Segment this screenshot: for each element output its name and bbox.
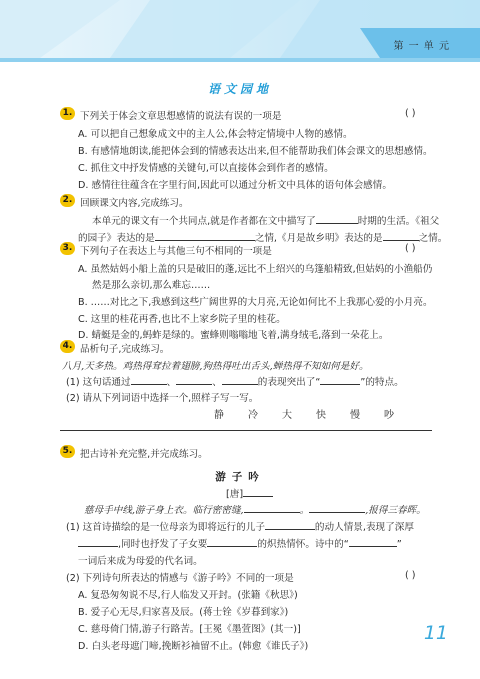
question-5-option-d: D. 白头老母遮门啼,挽断衫袖留不止。(韩愈《谁氏子》) xyxy=(78,641,309,652)
poem-body xyxy=(84,502,426,516)
question-2-stem: 回顾课文内容,完成练习。 xyxy=(80,198,189,209)
question-1-stem: 下列关于体会文章思想感情的说法有误的一项是 xyxy=(80,111,282,122)
question-2-blank-1[interactable] xyxy=(316,214,358,224)
question-5-blank-3[interactable] xyxy=(207,537,257,547)
question-4-blank-4[interactable] xyxy=(320,375,360,385)
poem-line-a: 慈母手中线,游子身上衣。临行密密缝, xyxy=(84,505,244,516)
question-5-sub-2: (2) 下列诗句所表达的情感与《游子吟》不同的一项是 xyxy=(66,573,294,584)
question-1-number: 1. xyxy=(60,107,75,120)
question-3-option-d: D. 蜻蜓是金的,蚂蚱是绿的。蜜蜂则嗡嗡地飞着,满身绒毛,落到一朵花上。 xyxy=(78,330,389,341)
question-2-blank-2[interactable] xyxy=(155,231,255,241)
question-5-sub-1-text-f: ” xyxy=(396,539,402,550)
poem-author-line xyxy=(226,486,273,500)
question-3-option-a: A. 虽然姑妈小船上盖的只是破旧的蓬,远比不上绍兴的乌篷船精致,但姑妈的小渔船仍 xyxy=(78,264,433,275)
question-3-stem: 下列句子在表达上与其他三句不相同的一项是 xyxy=(80,246,272,257)
question-4-sub-2: (2) 请从下列词语中选择一个,照样子写一写。 xyxy=(66,393,259,404)
question-4-blank-1[interactable] xyxy=(131,375,167,385)
poem-blank-2[interactable] xyxy=(309,503,365,513)
question-2-line-1 xyxy=(92,213,439,227)
header-band xyxy=(0,0,480,72)
question-5-option-c: C. 慈母倚门情,游子行路苦。[王冕《墨萱图》(其一)] xyxy=(78,624,301,635)
question-3-number: 3. xyxy=(60,242,75,255)
question-1-option-c: C. 抓住文中抒发情感的关键句,可以直接体会到作者的感情。 xyxy=(78,163,334,174)
question-4-sub-1-text-d: 的表现突出了“ xyxy=(257,377,321,388)
question-5-blank-4[interactable] xyxy=(349,537,397,547)
question-5-sub-1-text-a: (1) 这首诗描绘的是一位母亲为即将远行的儿子 xyxy=(66,522,265,533)
header-decoration xyxy=(0,0,480,72)
question-4-sub-1-text-a: (1) 这句话通过 xyxy=(66,377,131,388)
word-option-4[interactable]: 快 xyxy=(316,410,326,421)
question-5-option-b: B. 爱子心无尽,归家喜及辰。(蒋士铨《岁暮到家》) xyxy=(78,607,289,618)
question-5-answer-paren[interactable]: ( ) xyxy=(405,570,416,581)
unit-label: 第 一 单 元 xyxy=(393,41,450,52)
question-4-sub-1-text-b: 、 xyxy=(166,377,177,388)
question-1-answer-paren[interactable]: ( ) xyxy=(405,108,416,119)
question-4-blank-2[interactable] xyxy=(176,375,212,385)
question-5-blank-1[interactable] xyxy=(265,520,315,530)
question-4-blank-3[interactable] xyxy=(222,375,258,385)
word-option-6[interactable]: 吵 xyxy=(384,410,394,421)
question-3-answer-paren[interactable]: ( ) xyxy=(405,243,416,254)
poem-title: 游子吟 xyxy=(215,471,265,483)
word-option-1[interactable]: 静 xyxy=(214,410,224,421)
question-1-option-b: B. 有感情地朗读,能把体会到的情感表达出来,但不能帮助我们体会课文的思想感情。 xyxy=(78,146,433,157)
question-5-sub-1-line-2 xyxy=(78,536,402,550)
poem-author-blank[interactable] xyxy=(243,487,273,497)
question-5-sub-1-text-e: 的炽热情怀。诗中的“ xyxy=(257,539,349,550)
word-option-5[interactable]: 慢 xyxy=(350,410,360,421)
question-2-number: 2. xyxy=(60,194,75,207)
poem-blank-1[interactable] xyxy=(244,503,300,513)
question-2-line-1-text-b: 时期的生活。《祖父 xyxy=(357,216,440,227)
question-5-blank-2[interactable] xyxy=(78,537,118,547)
question-4-writing-line[interactable] xyxy=(60,430,432,431)
question-4-word-list xyxy=(214,406,418,421)
question-5-sub-1-line-3: 一词后来成为母爱的代名词。 xyxy=(78,556,203,567)
question-2-line-2 xyxy=(78,230,447,244)
word-option-3[interactable]: 大 xyxy=(282,410,292,421)
question-1-option-d: D. 感情往往蕴含在字里行间,因此可以通过分析文中具体的语句体会感情。 xyxy=(78,180,392,191)
section-title: 语文园地 xyxy=(207,82,272,96)
question-1-option-a: A. 可以把自己想象成文中的主人公,体会特定情境中人物的感情。 xyxy=(78,129,353,140)
poem-line-c: ,报得三春晖。 xyxy=(365,505,426,516)
question-5-sub-1-text-d: ,同时也抒发了子女要 xyxy=(118,539,208,550)
question-5-number: 5. xyxy=(60,445,75,458)
question-2-line-1-text-a: 本单元的课文有一个共同点,就是作者都在文中描写了 xyxy=(92,216,316,227)
word-option-2[interactable]: 冷 xyxy=(248,410,258,421)
question-4-stem: 品析句子,完成练习。 xyxy=(80,344,170,355)
question-4-sub-1 xyxy=(66,374,404,388)
question-4-quote: 八月,天多热。鸡热得耷拉着翅膀,狗热得吐出舌头,蝉热得不知如何是好。 xyxy=(62,361,369,372)
poem-dynasty: [唐] xyxy=(226,489,244,500)
question-4-number: 4. xyxy=(60,340,75,353)
question-2-line-2-text-b: 之情,《月是故乡明》表达的是 xyxy=(254,233,383,244)
question-2-line-2-text-c: 之情。 xyxy=(418,233,448,244)
question-3-option-c: C. 这里的桂花再香,也比不上家乡院子里的桂花。 xyxy=(78,314,286,325)
question-2-blank-3[interactable] xyxy=(383,231,419,241)
question-4-sub-1-text-e: ”的特点。 xyxy=(360,377,404,388)
poem-line-b: 。 xyxy=(299,505,310,516)
question-5-stem: 把古诗补充完整,并完成练习。 xyxy=(80,449,208,460)
question-5-sub-1-text-b: 的动人情景,表现了深厚 xyxy=(314,522,414,533)
question-4-sub-1-text-c: 、 xyxy=(212,377,222,388)
question-3-option-b: B. ……对比之下,我感到这些广阔世界的大月亮,无论如何比不上我那心爱的小月亮。 xyxy=(78,297,433,308)
question-3-option-a-cont: 然是那么亲切,那么难忘…… xyxy=(92,280,211,291)
page-number: 11 xyxy=(423,622,448,644)
question-5-option-a: A. 复恐匆匆说不尽,行人临发又开封。(张籍《秋思》) xyxy=(78,590,298,601)
question-2-line-2-text-a: 的园子》表达的是 xyxy=(78,233,155,244)
question-5-sub-1-line-1 xyxy=(66,519,414,533)
